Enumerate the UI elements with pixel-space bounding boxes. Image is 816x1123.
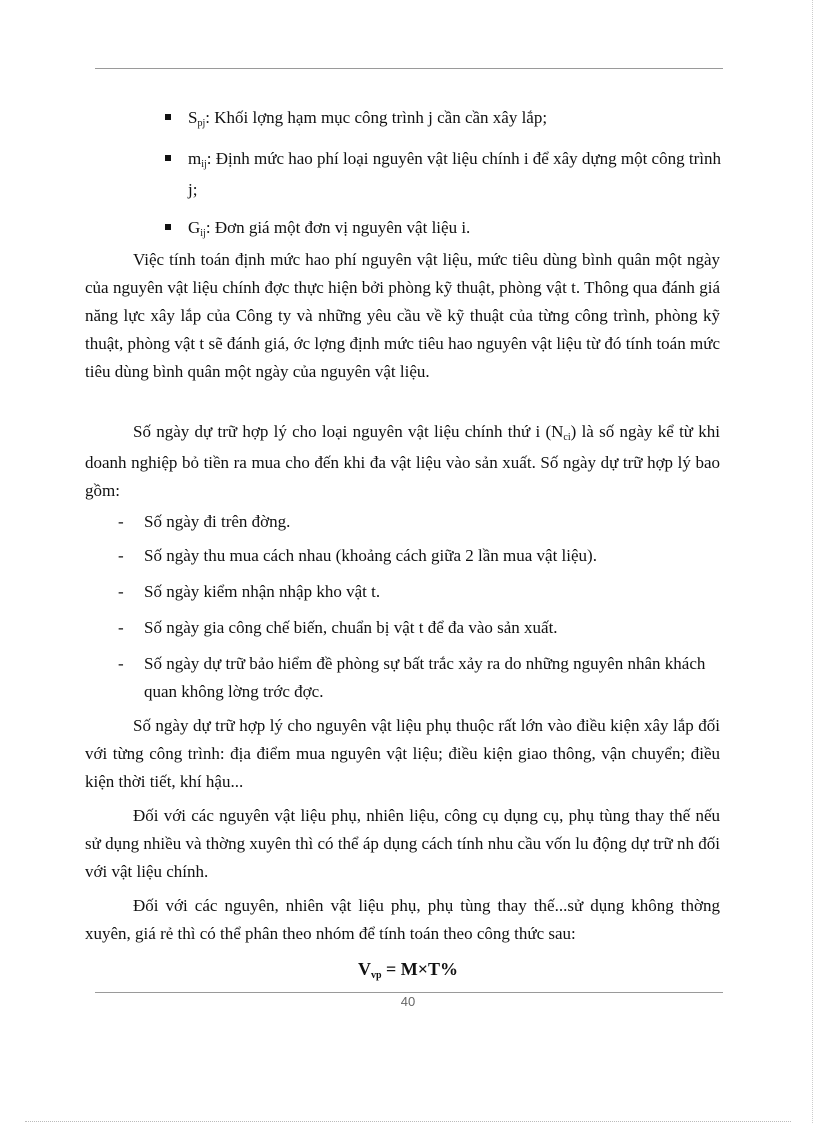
dash-bullet: - (118, 582, 124, 601)
symbol-subscript: ij (200, 228, 206, 239)
formula (0, 955, 816, 987)
bullet-text: : Đơn giá một đơn vị nguyên vật liệu i. (205, 218, 471, 237)
dash-text: Số ngày kiểm nhận nhập kho vật t. (144, 582, 381, 601)
square-bullet-icon (165, 114, 171, 120)
page-number: 40 (400, 994, 416, 1009)
symbol: S (188, 108, 198, 127)
dash-bullet: - (118, 546, 124, 565)
formula-subscript: vp (370, 970, 382, 981)
bullet-item (165, 104, 725, 135)
paragraph (85, 418, 720, 505)
dash-item (118, 650, 723, 706)
dash-item (118, 614, 723, 642)
header-rule (95, 68, 723, 69)
dash-text: Số ngày gia công chế biến, chuẩn bị vật t để đa vào sản xuất. (144, 618, 558, 637)
dash-bullet: - (118, 654, 124, 673)
footer-rule (95, 992, 723, 993)
paragraph: Đối với các nguyên, nhiên vật liệu phụ, phụ tùng thay thế...sử dụng không thờng xuyên, giá rẻ thì có thể phân theo nhóm để tính toán theo công thức sau: (85, 896, 720, 943)
dash-item (118, 578, 723, 606)
bottom-edge-dots (25, 1121, 791, 1122)
symbol-subscript: pj (197, 118, 206, 129)
dash-text: Số ngày đi trên đờng. (144, 512, 291, 531)
subscript: ci (563, 432, 571, 443)
symbol: G (188, 218, 201, 237)
bullet-item (165, 214, 725, 245)
paragraph-text: ) là số ngày kể từ khi doanh nghiệp bỏ tiền ra mua cho đến khi đa vật liệu vào sản xuất. Số ngày dự trữ hợp lý bao gồm: (85, 422, 721, 500)
dash-text: Số ngày thu mua cách nhau (khoảng cách giữa 2 lần mua vật liệu). (144, 546, 597, 565)
square-bullet-icon (165, 224, 171, 230)
dash-item (118, 542, 723, 570)
bullet-text: : Định mức hao phí loại nguyên vật liệu chính i để xây dựng một công trình j; (188, 149, 721, 199)
paragraph: Số ngày dự trữ hợp lý cho nguyên vật liệu phụ thuộc rất lớn vào điều kiện xây lắp đối với từng công trình: địa điểm mua nguyên vật liệu; điều kiện giao thông, vận chuyển; điều kiện thời tiết, khí hậu... (85, 716, 720, 791)
symbol: m (188, 149, 202, 168)
bullet-text: : Khối lợng hạm mục công trình j cần cần xây lắp; (205, 108, 548, 127)
paragraph: Việc tính toán định mức hao phí nguyên vật liệu, mức tiêu dùng bình quân một ngày của nguyên vật liệu chính đợc thực hiện bởi phòng kỹ thuật, phòng vật t. Thông qua đánh giá năng lực xây lắp của Công ty và những yêu cầu về kỹ thuật của từng công trình, phòng kỹ thuật, phòng vật t sẽ đánh giá, ớc lợng định mức tiêu hao nguyên vật liệu từ đó tính toán mức tiêu dùng bình quân một ngày của nguyên vật liệu. (85, 250, 720, 381)
dash-bullet: - (118, 618, 124, 637)
square-bullet-icon (165, 155, 171, 161)
dash-text: Số ngày dự trữ bảo hiểm đề phòng sự bất trắc xảy ra do những nguyên nhân khách quan không lờng trớc đợc. (144, 654, 706, 701)
paragraph: Đối với các nguyên vật liệu phụ, nhiên liệu, công cụ dụng cụ, phụ tùng thay thế nếu sử dụng nhiều và thờng xuyên thì có thể áp dụng cách tính nhu cầu vốn lu động dự trữ nh đối với vật liệu chính. (85, 806, 720, 881)
dash-bullet: - (118, 512, 124, 531)
formula-rhs: = M×T% (381, 959, 459, 979)
bullet-item (165, 145, 725, 204)
formula-lhs: V (357, 959, 371, 979)
paragraph-text: Số ngày dự trữ hợp lý cho loại nguyên vật liệu chính thứ i (N (133, 422, 564, 441)
dash-item (118, 508, 723, 536)
symbol-subscript: ij (201, 159, 207, 170)
